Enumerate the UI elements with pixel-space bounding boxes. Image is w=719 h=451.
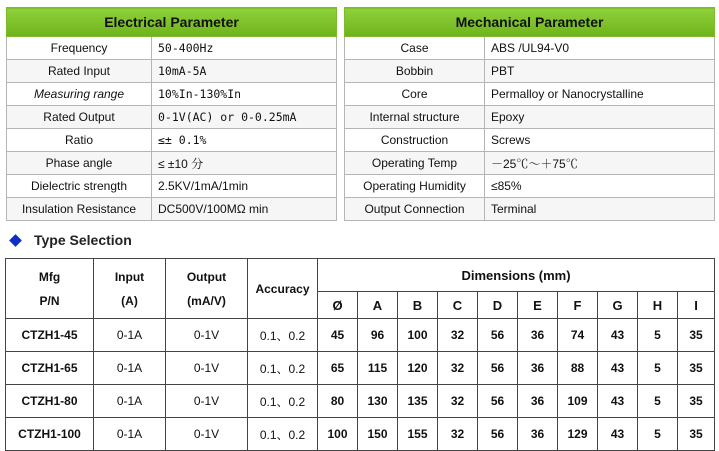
dim-cell: 56 — [478, 352, 518, 385]
param-key: Insulation Resistance — [7, 198, 152, 221]
param-value: －25℃～＋75℃ — [485, 152, 715, 175]
input-cell: 0-1A — [94, 352, 166, 385]
dim-cell: 43 — [598, 319, 638, 352]
dim-cell: 32 — [438, 418, 478, 451]
param-key: Dielectric strength — [7, 175, 152, 198]
dim-cell: 35 — [678, 319, 715, 352]
dim-cell: 5 — [638, 352, 678, 385]
input-unit-label: (A) — [121, 293, 138, 308]
param-value: Permalloy or Nanocrystalline — [485, 83, 715, 106]
dimensions-header: Dimensions (mm) — [318, 259, 715, 292]
param-key: Output Connection — [345, 198, 485, 221]
param-value: 0-1V(AC) or 0-0.25mA — [152, 106, 337, 129]
dim-cell: 130 — [358, 385, 398, 418]
param-value: ≤ ±10 分 — [152, 152, 337, 175]
output-cell: 0-1V — [166, 385, 248, 418]
dim-header-c: C — [438, 292, 478, 319]
table-row — [6, 352, 715, 385]
param-value: ≤85% — [485, 175, 715, 198]
param-key: Construction — [345, 129, 485, 152]
dim-cell: 74 — [558, 319, 598, 352]
table-row — [6, 319, 715, 352]
param-key: Bobbin — [345, 60, 485, 83]
output-label: Output — [186, 269, 227, 284]
dim-cell: 96 — [358, 319, 398, 352]
dim-cell: 135 — [398, 385, 438, 418]
param-key: Internal structure — [345, 106, 485, 129]
dim-cell: 109 — [558, 385, 598, 418]
dim-cell: 100 — [318, 418, 358, 451]
param-value: 10%In-130%In — [152, 83, 337, 106]
output-cell: 0-1V — [166, 352, 248, 385]
dim-cell: 35 — [678, 385, 715, 418]
table-row — [6, 385, 715, 418]
accuracy-cell: 0.1、0.2 — [248, 418, 318, 451]
table-row — [6, 418, 715, 451]
pn-cell: CTZH1-80 — [6, 385, 94, 418]
param-key: Operating Humidity — [345, 175, 485, 198]
mechanical-parameter-title: Mechanical Parameter — [345, 8, 715, 37]
dim-header-e: E — [518, 292, 558, 319]
dim-cell: 129 — [558, 418, 598, 451]
dim-cell: 5 — [638, 385, 678, 418]
input-header — [94, 259, 166, 319]
accuracy-header: Accuracy — [248, 259, 318, 319]
param-value: ABS /UL94-V0 — [485, 37, 715, 60]
input-cell: 0-1A — [94, 418, 166, 451]
diamond-bullet-icon — [9, 234, 22, 247]
dim-header-b: B — [398, 292, 438, 319]
dim-header-diameter: Ø — [318, 292, 358, 319]
param-value: 10mA-5A — [152, 60, 337, 83]
param-key: Core — [345, 83, 485, 106]
dim-cell: 80 — [318, 385, 358, 418]
dim-cell: 36 — [518, 418, 558, 451]
dim-cell: 88 — [558, 352, 598, 385]
accuracy-cell: 0.1、0.2 — [248, 385, 318, 418]
dim-header-f: F — [558, 292, 598, 319]
dim-cell: 115 — [358, 352, 398, 385]
accuracy-cell: 0.1、0.2 — [248, 319, 318, 352]
electrical-parameter-table — [6, 7, 337, 221]
pn-cell: CTZH1-45 — [6, 319, 94, 352]
electrical-parameter-title: Electrical Parameter — [7, 8, 337, 37]
param-value: ≤± 0.1% — [152, 129, 337, 152]
param-key: Case — [345, 37, 485, 60]
param-key: Measuring range — [7, 83, 152, 106]
output-unit-label: (mA/V) — [187, 293, 226, 308]
output-header — [166, 259, 248, 319]
dim-cell: 35 — [678, 352, 715, 385]
dim-cell: 32 — [438, 352, 478, 385]
pn-label: P/N — [39, 293, 60, 308]
dim-cell: 56 — [478, 319, 518, 352]
dim-cell: 35 — [678, 418, 715, 451]
pn-cell: CTZH1-65 — [6, 352, 94, 385]
param-key: Rated Output — [7, 106, 152, 129]
dim-header-a: A — [358, 292, 398, 319]
param-value: 2.5KV/1mA/1min — [152, 175, 337, 198]
dim-cell: 56 — [478, 385, 518, 418]
pn-cell: CTZH1-100 — [6, 418, 94, 451]
dim-cell: 36 — [518, 319, 558, 352]
dim-header-h: H — [638, 292, 678, 319]
accuracy-cell: 0.1、0.2 — [248, 352, 318, 385]
dim-header-d: D — [478, 292, 518, 319]
param-value: PBT — [485, 60, 715, 83]
dim-cell: 5 — [638, 418, 678, 451]
param-key: Operating Temp — [345, 152, 485, 175]
input-label: Input — [114, 269, 145, 284]
dim-cell: 150 — [358, 418, 398, 451]
mfg-label: Mfg — [38, 269, 61, 284]
param-key: Phase angle — [7, 152, 152, 175]
dim-cell: 43 — [598, 352, 638, 385]
dim-cell: 100 — [398, 319, 438, 352]
dim-cell: 45 — [318, 319, 358, 352]
param-value: Epoxy — [485, 106, 715, 129]
dim-header-i: I — [678, 292, 715, 319]
param-value: 50-400Hz — [152, 37, 337, 60]
dim-cell: 65 — [318, 352, 358, 385]
input-cell: 0-1A — [94, 319, 166, 352]
param-value: Terminal — [485, 198, 715, 221]
param-value: Screws — [485, 129, 715, 152]
dim-cell: 43 — [598, 385, 638, 418]
dim-cell: 5 — [638, 319, 678, 352]
dim-cell: 36 — [518, 352, 558, 385]
dim-cell: 155 — [398, 418, 438, 451]
dim-cell: 120 — [398, 352, 438, 385]
mfg-pn-header — [6, 259, 94, 319]
dim-cell: 36 — [518, 385, 558, 418]
param-key: Rated Input — [7, 60, 152, 83]
type-selection-title: Type Selection — [34, 232, 132, 248]
param-value: DC500V/100MΩ min — [152, 198, 337, 221]
dim-cell: 43 — [598, 418, 638, 451]
input-cell: 0-1A — [94, 385, 166, 418]
dim-header-g: G — [598, 292, 638, 319]
type-selection-table — [5, 258, 715, 451]
param-key: Frequency — [7, 37, 152, 60]
dim-cell: 56 — [478, 418, 518, 451]
dim-cell: 32 — [438, 319, 478, 352]
type-selection-heading — [11, 230, 132, 250]
param-key: Ratio — [7, 129, 152, 152]
output-cell: 0-1V — [166, 418, 248, 451]
mechanical-parameter-table — [344, 7, 715, 221]
output-cell: 0-1V — [166, 319, 248, 352]
dim-cell: 32 — [438, 385, 478, 418]
